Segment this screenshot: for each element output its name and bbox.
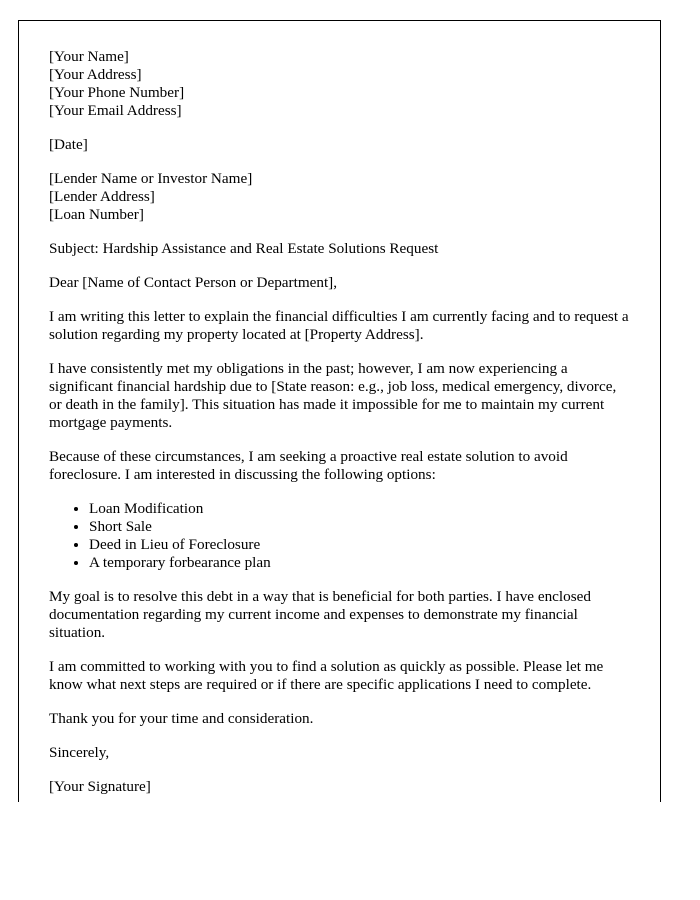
salutation: Dear [Name of Contact Person or Department], <box>49 274 338 291</box>
sender-phone: [Your Phone Number] <box>49 84 185 101</box>
loan-number: [Loan Number] <box>49 206 144 223</box>
sender-email: [Your Email Address] <box>49 102 182 119</box>
signature: [Your Signature] <box>49 778 151 795</box>
recipient-name: [Lender Name or Investor Name] <box>49 170 253 187</box>
list-item: • Short Sale <box>89 518 630 536</box>
list-item: • Deed in Lieu of Foreclosure <box>89 536 630 554</box>
paragraph-intro: I am writing this letter to explain the financial difficulties I am currently facing and to request a solution regarding my property located at [Property Address]. <box>49 308 629 343</box>
paragraph-goal: My goal is to resolve this debt in a way that is beneficial for both parties. I have enclosed documentation regarding my current income and expenses to demonstrate my financial situation. <box>49 588 591 641</box>
paragraph-request: Because of these circumstances, I am seeking a proactive real estate solution to avoid foreclosure. I am interested in discussing the following options: <box>49 448 568 483</box>
letter-date: [Date] <box>49 136 88 153</box>
date-block <box>49 136 630 154</box>
recipient-address: [Lender Address] <box>49 188 155 205</box>
subject-line: Subject: Hardship Assistance and Real Estate Solutions Request <box>49 240 439 257</box>
sender-address: [Your Address] <box>49 66 142 83</box>
sender-name: [Your Name] <box>49 48 129 65</box>
list-item: • A temporary forbearance plan <box>89 554 630 572</box>
sender-block <box>49 48 630 120</box>
options-list <box>49 500 630 572</box>
paragraph-hardship: I have consistently met my obligations in the past; however, I am now experiencing a significant financial hardship due to [State reason: e.g., job loss, medical emergency, divorce, or death in the family]. This situation has made it impossible for me to maintain my current mortgage payments. <box>49 360 617 431</box>
paragraph-thanks: Thank you for your time and consideration. <box>49 710 314 727</box>
recipient-block <box>49 170 630 224</box>
closing: Sincerely, <box>49 744 110 761</box>
paragraph-commitment: I am committed to working with you to find a solution as quickly as possible. Please let me know what next steps are required or if there are specific applications I need to complete. <box>49 658 604 693</box>
letter-page <box>18 20 661 802</box>
list-item: • Loan Modification <box>89 500 630 518</box>
